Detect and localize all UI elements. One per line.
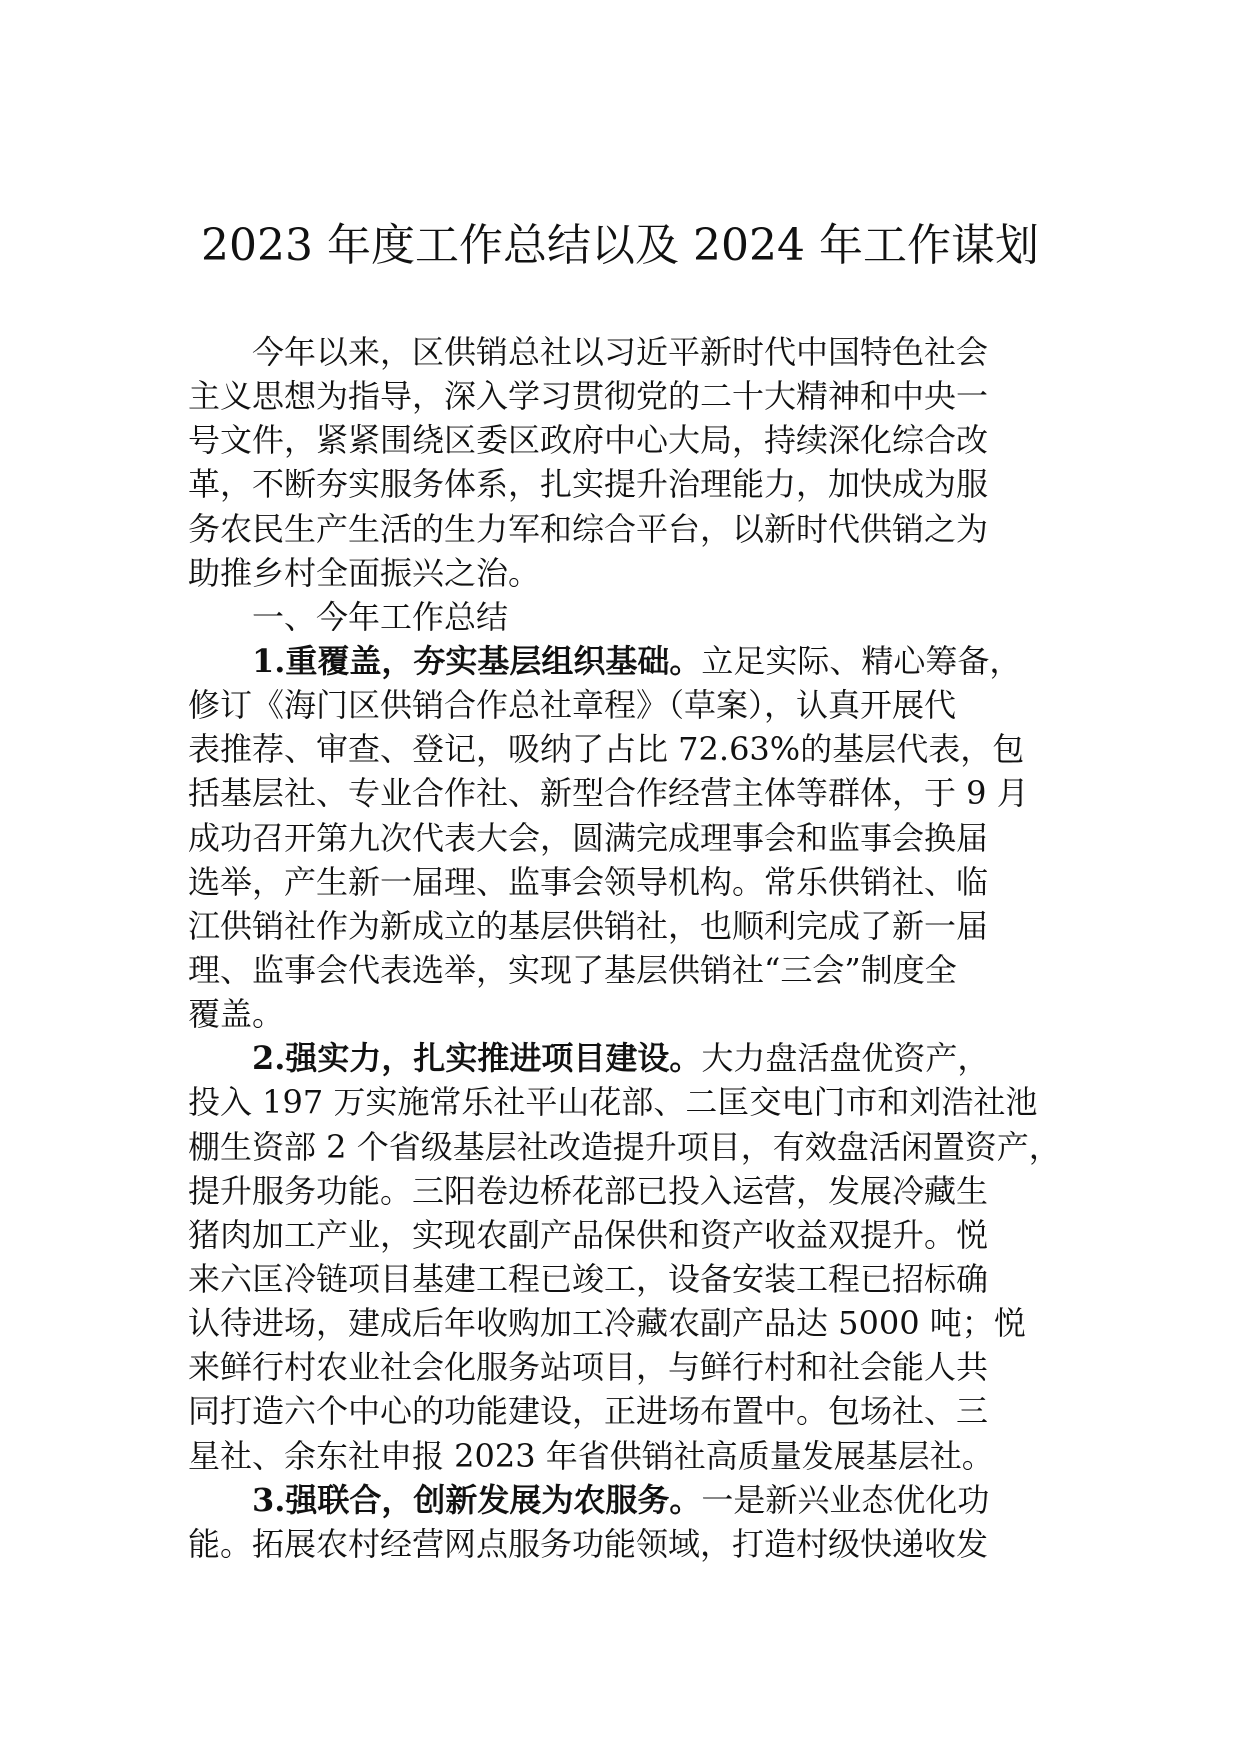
subsection-heading: 2.强实力，扎实推进项目建设。 xyxy=(252,1039,702,1078)
paragraph-line: 提升服务功能。三阳卷边桥花部已投入运营，发展冷藏生 xyxy=(188,1171,989,1210)
paragraph-line: 3.强联合，创新发展为农服务。一是新兴业态优化功 xyxy=(252,1480,990,1519)
paragraph-line: 来六匡冷链项目基建工程已竣工，设备安装工程已招标确 xyxy=(188,1259,989,1298)
paragraph-line: 务农民生产生活的生力军和综合平台，以新时代供销之为 xyxy=(188,509,989,548)
paragraph-line: 表推荐、审查、登记，吸纳了占比 72.63%的基层代表，包 xyxy=(188,730,1025,769)
paragraph-line: 选举，产生新一届理、监事会领导机构。常乐供销社、临 xyxy=(188,862,989,901)
section-heading: 一、今年工作总结 xyxy=(252,597,509,636)
paragraph-line: 同打造六个中心的功能建设，正进场布置中。包场社、三 xyxy=(188,1392,989,1431)
paragraph-line: 今年以来，区供销总社以习近平新时代中国特色社会 xyxy=(252,333,989,371)
paragraph-line: 认待进场，建成后年收购加工冷藏农副产品达 5000 吨；悦 xyxy=(188,1304,1026,1343)
subsection-heading: 1.重覆盖，夯实基层组织基础。 xyxy=(252,641,702,680)
subsection-heading: 3.强联合，创新发展为农服务。 xyxy=(252,1480,702,1519)
document-title: 2023 年度工作总结以及 2024 年工作谋划 xyxy=(201,220,1039,271)
paragraph-line: 主义思想为指导，深入学习贯彻党的二十大精神和中央一 xyxy=(188,377,989,416)
paragraph-line: 猪肉加工产业，实现农副产品保供和资产收益双提升。悦 xyxy=(188,1215,989,1254)
paragraph-line: 投入 197 万实施常乐社平山花部、二匡交电门市和刘浩社池 xyxy=(188,1083,1038,1122)
paragraph-line: 理、监事会代表选举，实现了基层供销社“三会”制度全 xyxy=(188,950,957,989)
paragraph-line: 革，不断夯实服务体系，扎实提升治理能力，加快成为服 xyxy=(188,465,989,504)
paragraph-line: 棚生资部 2 个省级基层社改造提升项目，有效盘活闲置资产， xyxy=(188,1127,1061,1166)
paragraph-line: 修订《海门区供销合作总社章程》（草案），认真开展代 xyxy=(188,686,957,725)
document-body xyxy=(188,330,1108,1566)
paragraph-line: 覆盖。 xyxy=(188,995,285,1034)
paragraph-line: 来鲜行村农业社会化服务站项目，与鲜行村和社会能人共 xyxy=(188,1348,989,1387)
paragraph-line: 括基层社、专业合作社、新型合作经营主体等群体，于 9 月 xyxy=(188,774,1029,813)
paragraph-line: 能。拓展农村经营网点服务功能领域，打造村级快递收发 xyxy=(188,1524,989,1563)
paragraph-line: 星社、余东社申报 2023 年省供销社高质量发展基层社。 xyxy=(188,1436,994,1475)
paragraph-line: 成功召开第九次代表大会，圆满完成理事会和监事会换届 xyxy=(188,818,989,857)
paragraph-line: 号文件，紧紧围绕区委区政府中心大局，持续深化综合改 xyxy=(188,421,989,460)
paragraph-line: 江供销社作为新成立的基层供销社，也顺利完成了新一届 xyxy=(188,906,989,945)
paragraph-line: 2.强实力，扎实推进项目建设。大力盘活盘优资产， xyxy=(252,1039,990,1078)
paragraph-line: 助推乡村全面振兴之治。 xyxy=(188,553,541,592)
paragraph-line: 1.重覆盖，夯实基层组织基础。立足实际、精心筹备， xyxy=(252,641,1022,680)
